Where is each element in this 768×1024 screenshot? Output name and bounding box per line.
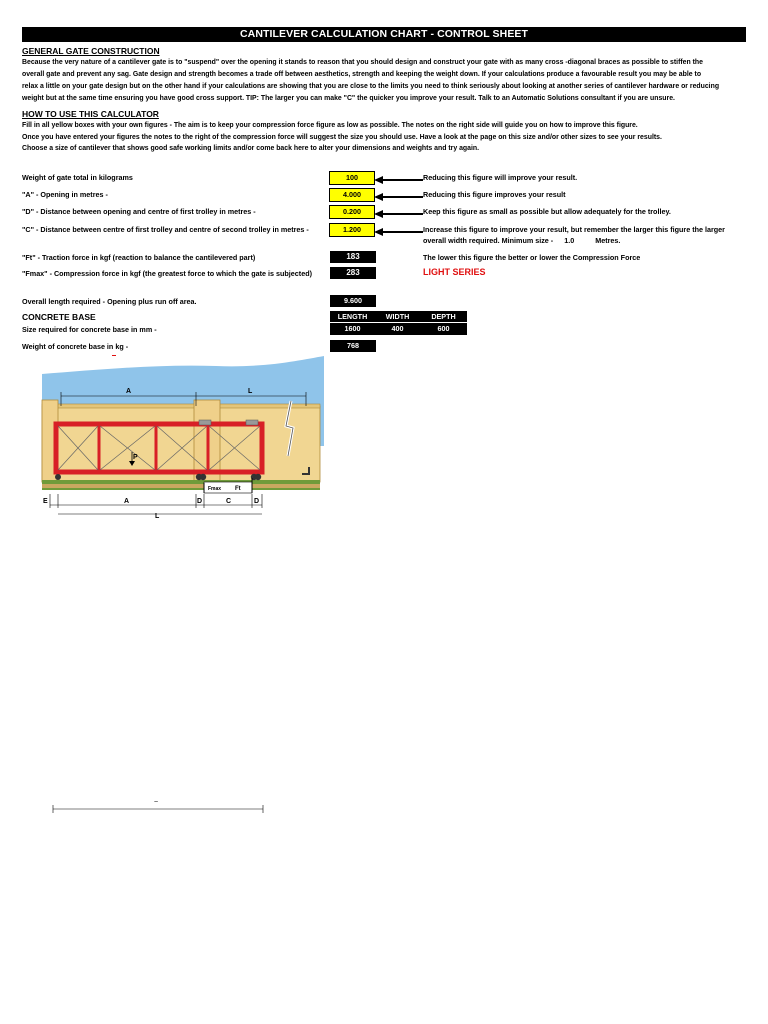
concrete-weight-value: 768	[330, 340, 376, 352]
label-c: C	[226, 498, 232, 505]
weight-label: Weight of gate total in kilograms	[22, 173, 133, 182]
howto-line: Choose a size of cantilever that shows good safe working limits and/or come back here to alter your dimensions and weights and try again.	[22, 143, 480, 152]
concrete-table-values	[330, 323, 467, 335]
label-p: P	[133, 454, 138, 461]
page-title: CANTILEVER CALCULATION CHART - CONTROL SHEET	[22, 27, 746, 42]
min-size-text: overall width required. Minimum size -	[423, 236, 554, 245]
concrete-table-header	[330, 311, 467, 322]
arrow-left-icon	[374, 193, 424, 201]
traction-label: "Ft" - Traction force in kgf (reaction to balance the cantilevered part)	[22, 253, 256, 262]
distance-d-input[interactable]: 0.200	[329, 205, 375, 219]
distance-c-note: Increase this figure to improve your result, but remember the larger this figure the larger	[423, 225, 725, 234]
compression-label: "Fmax" - Compression force in kgf (the greatest force to which the gate is subjected)	[22, 269, 312, 278]
concrete-weight-label: Weight of concrete base in kg -	[22, 342, 129, 351]
weight-input[interactable]: 100	[329, 171, 375, 185]
arrow-left-icon	[374, 228, 424, 236]
overall-length-label: Overall length required - Opening plus run off area.	[22, 297, 197, 306]
howto-line: Fill in all yellow boxes with your own figures - The aim is to keep your compression force figure as low as possible. The notes on the right side will guide you on how to improve this figure.	[22, 120, 638, 129]
concrete-width-value: 400	[375, 323, 420, 335]
overall-length-value: 9.600	[330, 295, 376, 307]
opening-label: "A" - Opening in metres -	[22, 190, 108, 199]
concrete-col-length: LENGTH	[330, 311, 375, 322]
arrow-left-icon	[374, 210, 424, 218]
series-recommendation: LIGHT SERIES	[423, 267, 486, 277]
label-e: E	[43, 498, 48, 505]
traction-note: The lower this figure the better or lower the Compression Force	[423, 253, 641, 262]
general-line: weight but at the same time ensuring you have good cross support. TIP: The larger you can make "C" the quicker you improve your result. Talk to an Automatic Solutions consultant if you are unsure.	[22, 93, 675, 102]
concrete-length-value: 1600	[330, 323, 375, 335]
distance-c-label: "C" - Distance between centre of first trolley and centre of second trolley in metres -	[22, 225, 309, 234]
howto-line: Once you have entered your figures the notes to the right of the compression force will suggest the size you should use. Have a look at the page on this size and/or other sizes to see your results.	[22, 131, 662, 141]
general-heading: GENERAL GATE CONSTRUCTION	[22, 46, 160, 56]
concrete-col-depth: DEPTH	[420, 311, 467, 322]
cantilever-gate-diagram	[36, 356, 326, 518]
distance-d-note: Keep this figure as small as possible but allow adequately for the trolley.	[423, 207, 671, 216]
bottom-dimension-mark: ~	[154, 799, 159, 806]
label-d2: D	[254, 498, 260, 505]
min-size-value: 1.0	[564, 236, 575, 245]
concrete-size-label: Size required for concrete base in mm -	[22, 325, 157, 334]
general-text	[22, 56, 719, 104]
min-size-unit: Metres.	[595, 236, 621, 245]
opening-note: Reducing this figure improves your result	[423, 190, 566, 199]
min-size-note	[423, 236, 620, 245]
general-line: overall gate and prevent any sag. Gate design and strength becomes a trade off between aesthetics, strength and keeping the weight down. If your calculations produce a favourable result you may be able to	[22, 69, 702, 78]
general-line: Because the very nature of a cantilever gate is to "suspend" over the opening it stands to reason that you should design and construct your gate with as many cross -diagonal braces as possible to stiffen the	[22, 57, 703, 66]
label-ft: Ft	[235, 486, 241, 492]
label-a-top: A	[126, 388, 132, 395]
opening-input[interactable]: 4.000	[329, 188, 375, 202]
label-l-top: L	[248, 388, 253, 395]
top-guide	[199, 420, 211, 425]
distance-c-input[interactable]: 1.200	[329, 223, 375, 237]
concrete-depth-value: 600	[420, 323, 467, 335]
concrete-col-width: WIDTH	[375, 311, 420, 322]
label-fmax: Fmax	[208, 486, 222, 492]
distance-d-label: "D" - Distance between opening and centre of first trolley in metres -	[22, 207, 256, 216]
wall-cap	[42, 404, 320, 408]
traction-value: 183	[330, 251, 376, 263]
label-a-bottom: A	[124, 498, 130, 505]
weight-note: Reducing this figure will improve your result.	[423, 173, 578, 182]
howto-heading: HOW TO USE THIS CALCULATOR	[22, 109, 159, 119]
general-line: relax a little on your gate design but on the other hand if your calculations are showing that you are close to the limits you need to think seriously about looking at another series of cantilever hardware or reducing	[22, 81, 720, 90]
arrow-left-icon	[374, 176, 424, 184]
label-l-bottom: L	[155, 513, 160, 518]
compression-value: 283	[330, 267, 376, 279]
label-d1: D	[197, 498, 203, 505]
concrete-heading: CONCRETE BASE	[22, 312, 96, 322]
howto-text	[22, 119, 662, 154]
